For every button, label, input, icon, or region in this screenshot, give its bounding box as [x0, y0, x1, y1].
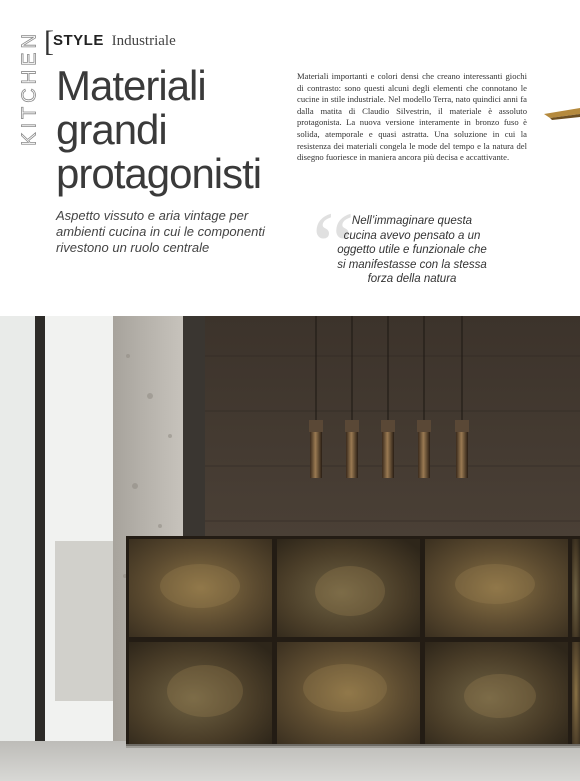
quote-mark: “	[312, 192, 355, 299]
title-line: Materiali	[56, 62, 206, 109]
title-line: grandi	[56, 106, 167, 153]
side-label	[17, 20, 43, 155]
pull-quote: Nell’immaginare questa cucina avevo pensato a un oggetto utile e funzionale che si manifestasse con la stessa forza della natura	[337, 215, 487, 285]
section-name: STYLE	[53, 32, 104, 49]
side-label-text: KITCHEN	[18, 29, 41, 146]
title-line: protagonisti	[56, 150, 262, 197]
section-heading	[53, 32, 176, 50]
article-body: Materiali importanti e colori densi che creano interessanti giochi di contrasto: sono questi alcuni degli elementi che connotano le cucine in stile industriale. Nel modello Terra, nato quindici anni fa dalla matita di Claudio Silvestrin, il materiale è assoluto protagonista. La nuova versione interamente in bronzo fuso è solida, atemporale e quasi astratta. Una soluzione in cui la resistenza dei materiali congela le mode del tempo e la natura del disegno fuoriesce in maniera ancora più decisa e accattivante.	[297, 71, 527, 163]
kitchen-photo	[0, 316, 580, 781]
article-title	[56, 64, 286, 196]
shelf-photo-crop	[544, 108, 580, 122]
article-subtitle: Aspetto vissuto e aria vintage per ambienti cucina in cui le componenti rivestono un ruolo centrale	[56, 208, 265, 255]
section-bracket: [	[44, 25, 54, 58]
section-category: Industriale	[111, 33, 176, 49]
